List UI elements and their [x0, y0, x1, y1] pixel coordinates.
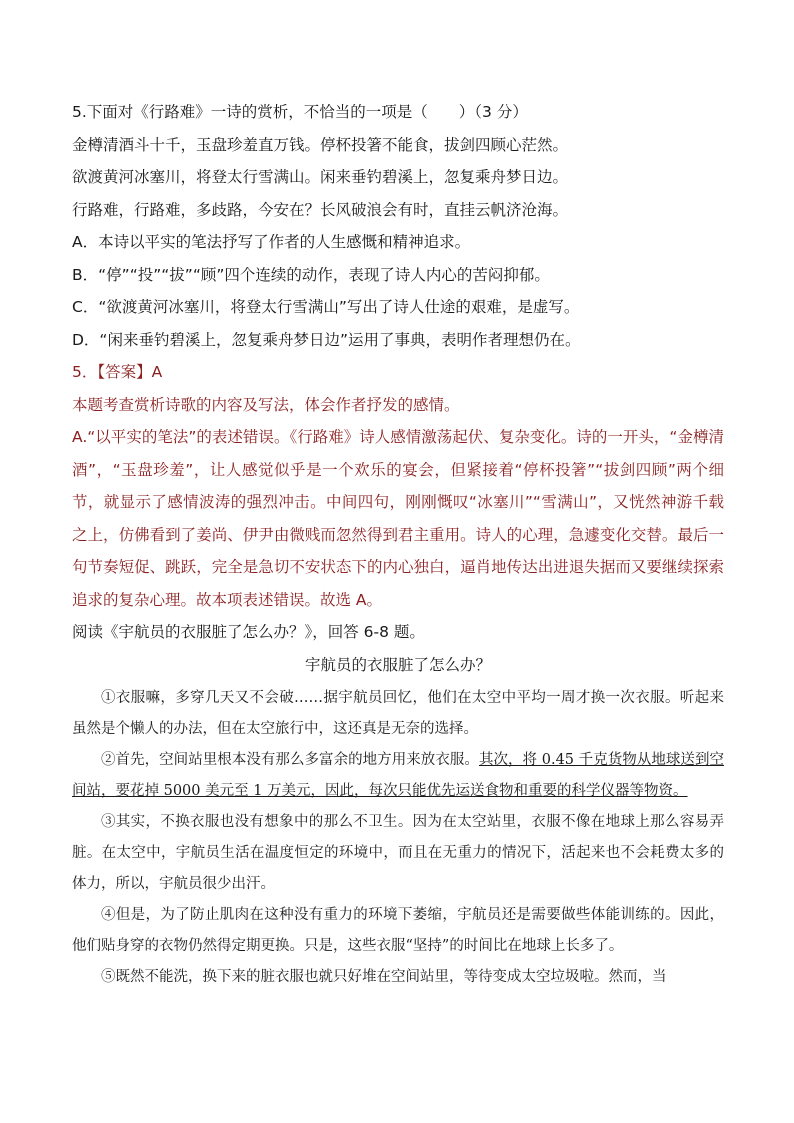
paragraph-2-plain: ②首先，空间站里根本没有那么多富余的地方用来放衣服。	[101, 751, 479, 768]
answer-label: 5．【答案】A	[72, 363, 163, 381]
article-paragraph-5: ⑤既然不能洗，换下来的脏衣服也就只好堆在空间站里，等待变成太空垃圾啦。然而，当	[101, 968, 667, 985]
poem-line-2: 欲渡黄河冰塞川，将登太行雪满山。闲来垂钓碧溪上，忽复乘舟梦日边。	[72, 168, 569, 186]
answer-intro: 本题考查赏析诗歌的内容及写法，体会作者抒发的感情。	[72, 395, 460, 414]
reading-intro: 阅读《宇航员的衣服脏了怎么办？》，回答 6-8 题。	[72, 623, 425, 641]
option-a: A．本诗以平实的笔法抒写了作者的人生感慨和精神追求。	[72, 233, 471, 251]
option-d: D．“闲来垂钓碧溪上，忽复乘舟梦日边”运用了事典，表明作者理想仍在。	[72, 330, 581, 349]
article-title: 宇航员的衣服脏了怎么办？	[304, 655, 491, 674]
article-paragraph-4: ④但是，为了防止肌肉在这种没有重力的环境下萎缩，宇航员还是需要做些体能训练的。因此，他们贴身穿的衣物仍然得定期更换。只是，这些衣服“坚持”的时间比在地球上长多了。	[72, 906, 724, 954]
question-stem: 5.下面对《行路难》一诗的赏析，不恰当的一项是（ ）（3 分）	[72, 103, 528, 121]
answer-explanation: A.“以平实的笔法”的表述错误。《行路难》诗人感情激荡起伏、复杂变化。诗的一开头，“金樽清酒”，“玉盘珍羞”，让人感觉似乎是一个欢乐的宴会，但紧接着“停杯投箸”“拔剑四顾”两个细节，就显示了感情波涛的强烈冲击。中间四句，刚刚慨叹“冰塞川”“雪满山”，又恍然神游千载之上，仿佛看到了姜尚、伊尹由微贱而忽然得到君主重用。诗人的心理，急遽变化交替。最后一句节奏短促、跳跃，完全是急切不安状态下的内心独白，逼肖地传达出进退失据而又要继续探索追求的复杂心理。故本项表述错误。故选 A。	[72, 428, 724, 609]
article-paragraph-3: ③其实，不换衣服也没有想象中的那么不卫生。因为在太空站里，衣服不像在地球上那么容易弄脏。在太空中，宇航员生活在温度恒定的环境中，而且在无重力的情况下，活起来也不会耗费太多的体力，所以，宇航员很少出汗。	[72, 813, 724, 892]
paragraph-2-underlined: 其次，将 0.45 千克货物从地球送到空间站，要花掉 5000 美元至 1 万美元，因此，每次只能优先运送食物和重要的科学仪器等物资。	[72, 751, 724, 799]
poem-line-1: 金樽清酒斗十千，玉盘珍羞直万钱。停杯投箸不能食，拔剑四顾心茫然。	[72, 135, 569, 154]
poem-line-3: 行路难，行路难，多歧路，今安在？长风破浪会有时，直挂云帆济沧海。	[72, 200, 569, 219]
article-paragraph-1: ①衣服嘛，多穿几天又不会破……据宇航员回忆，他们在太空中平均一周才换一次衣服。听起来虽然是个懒人的办法，但在太空旅行中，这还真是无奈的选择。	[72, 689, 724, 737]
option-c: C．“欲渡黄河冰塞川，将登太行雪满山”写出了诗人仕途的艰难，是虚写。	[72, 298, 580, 316]
document-page	[72, 96, 724, 993]
option-b: B．“停”“投”“拔”“顾”四个连续的动作，表现了诗人内心的苦闷抑郁。	[72, 265, 550, 284]
article-paragraph-2	[72, 745, 724, 807]
